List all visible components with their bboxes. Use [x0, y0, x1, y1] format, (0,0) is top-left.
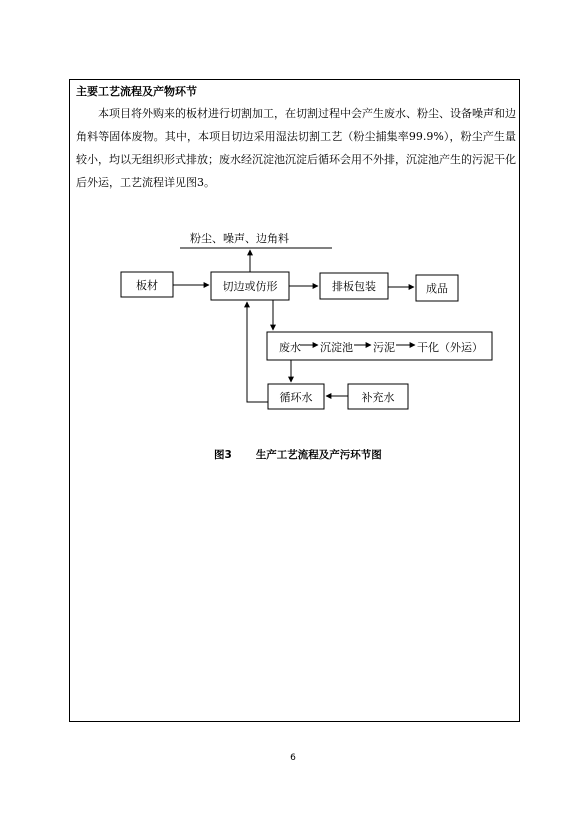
waste-step-1: 废水 — [279, 341, 301, 354]
cutting-label: 切边或仿形 — [222, 280, 278, 293]
raw-label: 板材 — [136, 279, 158, 292]
figure-number: 图3 — [214, 449, 232, 461]
figure-caption — [214, 447, 382, 462]
waste-step-3: 污泥 — [373, 341, 395, 354]
waste-step-2: 沉淀池 — [320, 341, 353, 354]
section-paragraph: 本项目将外购来的板材进行切割加工，在切割过程中会产生废水、粉尘、设备噪声和边角料等固体废物。其中，本项目切边采用湿法切割工艺（粉尘捕集率99.9%），粉尘产生量较小，均以无组织形式排放；废水经沉淀池沉淀后循环会用不外排，沉淀池产生的污泥干化后外运，工艺流程详见图3。 — [76, 107, 516, 189]
product-label: 成品 — [426, 282, 448, 295]
makeup-label: 补充水 — [361, 391, 395, 404]
page-number: 6 — [290, 753, 296, 763]
waste-step-4: 干化（外运） — [417, 341, 483, 354]
arrow-recycle-to-cutting — [247, 302, 268, 402]
recycle-label: 循环水 — [279, 391, 313, 404]
packing-label: 排板包装 — [332, 280, 376, 293]
section-heading: 主要工艺流程及产物环节 — [76, 85, 197, 98]
figure-title: 生产工艺流程及产污环节图 — [255, 449, 382, 461]
emissions-label: 粉尘、噪声、边角料 — [190, 232, 289, 245]
